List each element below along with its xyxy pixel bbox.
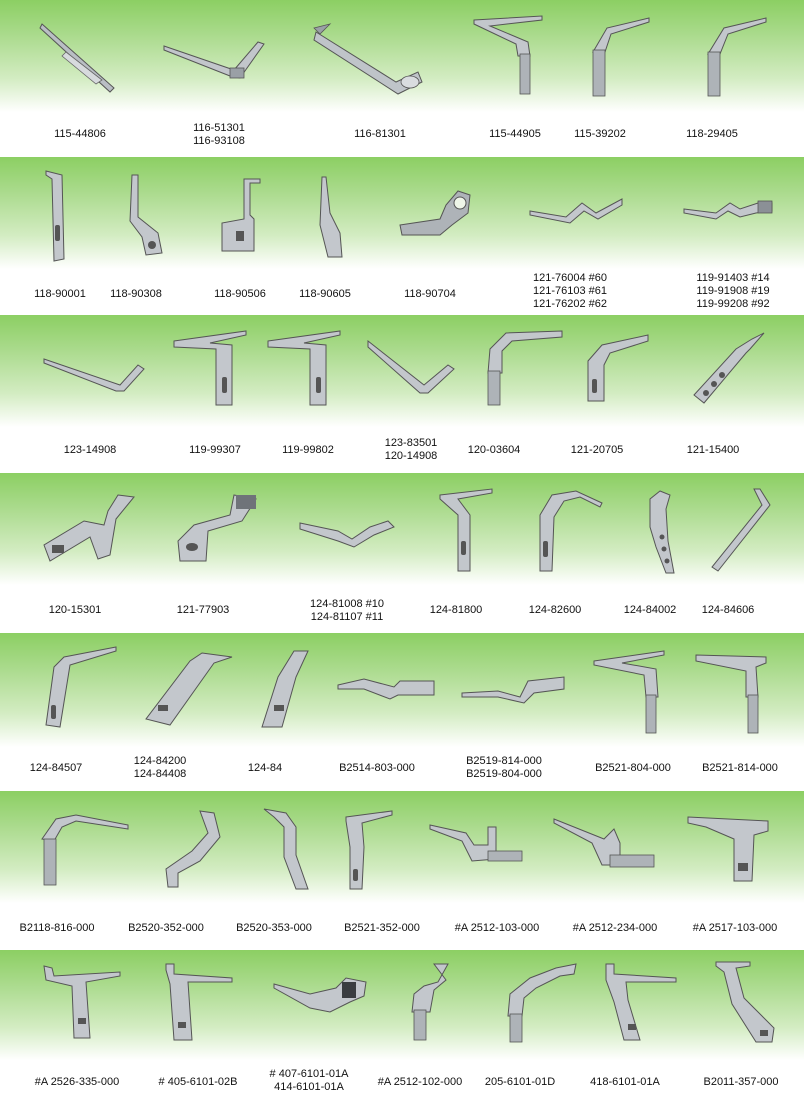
catalog-band-4 [0, 473, 804, 633]
looper-plate-angled-icon [172, 491, 268, 567]
part-code-B2520-352-000: B2520-352-000 [128, 922, 204, 934]
catalog-band-5 [0, 633, 804, 791]
looper-wide-blade-icon [142, 649, 238, 729]
part-code-A-2526-335-000: #A 2526-335-000 [34, 1076, 120, 1088]
looper-s-curve-long-icon [256, 805, 316, 893]
catalog-band-1 [0, 0, 804, 157]
looper-hook-shank-icon [500, 960, 580, 1046]
catalog-band-6 [0, 791, 804, 950]
part-code-116-51301: 116-51301 116-93108 [193, 122, 245, 147]
part-code-119-99307: 119-99307 [189, 444, 241, 456]
looper-hook-block-icon [270, 972, 374, 1022]
part-code-121-77903: 121-77903 [176, 604, 230, 616]
looper-shank-curved-icon [700, 14, 770, 100]
part-code-124-82600: 124-82600 [528, 604, 582, 616]
looper-bent-slotted-icon [170, 327, 250, 409]
looper-fork-long-icon [310, 20, 430, 100]
looper-bent-slotted-icon [436, 485, 496, 575]
part-code-A-2517-103-000: #A 2517-103-000 [692, 922, 778, 934]
catalog-band-3 [0, 315, 804, 473]
part-code-B2521-352-000: B2521-352-000 [344, 922, 420, 934]
part-code-B2521-814-000: B2521-814-000 [702, 762, 778, 774]
looper-zigzag-block-icon [680, 195, 776, 229]
looper-horizontal-shank-icon [458, 667, 568, 707]
part-code-118-90605: 118-90605 [299, 288, 351, 300]
looper-shank-angled-icon [692, 647, 772, 737]
part-code-124-84606: 124-84606 [701, 604, 755, 616]
looper-block-pin-icon [550, 813, 660, 883]
part-code-124-84200: 124-84200 124-84408 [133, 755, 187, 780]
looper-short-slotted-icon [256, 647, 312, 731]
part-code-118-90704: 118-90704 [404, 288, 456, 300]
looper-bent-flat-icon [160, 34, 270, 84]
part-code-418-6101-01A: 418-6101-01A [590, 1076, 660, 1088]
looper-bracket-icon [214, 175, 264, 255]
part-code-115-44905: 115-44905 [489, 128, 541, 140]
part-code-118-90001: 118-90001 [34, 288, 86, 300]
part-code-B2519-814-000: B2519-814-000 B2519-804-000 [466, 755, 542, 780]
catalog-band-2 [0, 157, 804, 315]
looper-diagonal-slotted-icon [710, 958, 780, 1046]
part-code-A-2512-234-000: #A 2512-234-000 [572, 922, 658, 934]
part-code-118-90308: 118-90308 [110, 288, 162, 300]
part-code-B2118-816-000: B2118-816-000 [19, 922, 95, 934]
part-code-121-76004: 121-76004 #60 121-76103 #61 121-76202 #62 [532, 272, 608, 310]
looper-blade-diagonal-icon [40, 345, 150, 395]
part-code-115-39202: 115-39202 [574, 128, 626, 140]
looper-s-curve-icon [160, 807, 230, 891]
looper-block-pin-icon [426, 815, 526, 875]
looper-bent-slotted-icon [338, 807, 398, 893]
looper-vertical-slot-icon [40, 165, 80, 265]
part-code-124-84002: 124-84002 [623, 604, 677, 616]
part-code-118-29405: 118-29405 [686, 128, 738, 140]
part-code-B2514-803-000: B2514-803-000 [339, 762, 415, 774]
part-code-124-81800: 124-81800 [429, 604, 483, 616]
looper-long-slotted-icon [40, 643, 120, 731]
looper-cranked-hole-icon [122, 171, 172, 261]
part-code-405-6101-02B: # 405-6101-02B [158, 1076, 238, 1088]
part-code-123-14908: 123-14908 [63, 444, 117, 456]
looper-plate-slotted-icon [684, 809, 774, 885]
part-code-205-6101-01D: 205-6101-01D [484, 1076, 556, 1088]
looper-blade-holes-icon [690, 329, 770, 409]
looper-plate-bent-icon [40, 491, 140, 567]
looper-blade-vertical-icon [312, 173, 352, 263]
looper-shank-curved-icon [583, 14, 653, 100]
looper-shank-curved-icon [404, 960, 454, 1044]
part-code-124-84507: 124-84507 [29, 762, 83, 774]
part-code-116-81301: 116-81301 [354, 128, 406, 140]
part-code-123-83501: 123-83501 120-14908 [384, 437, 438, 462]
looper-bent-slotted-icon [600, 960, 680, 1044]
looper-shank-angled-icon [470, 12, 550, 100]
looper-curved-slotted-icon [530, 485, 606, 575]
looper-hook-plate-icon [580, 331, 652, 407]
looper-zigzag-icon [526, 195, 626, 235]
part-code-124-84: 124-84 [247, 762, 283, 774]
looper-curved-holes-icon [640, 487, 680, 579]
part-code-121-20705: 121-20705 [570, 444, 624, 456]
part-code-119-99802: 119-99802 [282, 444, 334, 456]
part-code-119-91403: 119-91403 #14 119-91908 #19 119-99208 #92 [696, 272, 770, 310]
part-code-115-44806: 115-44806 [54, 128, 106, 140]
looper-hook-shank-icon [476, 325, 566, 409]
looper-bent-slotted-icon [40, 962, 124, 1042]
looper-block-ring-icon [396, 185, 476, 245]
looper-shank-curved-icon [36, 809, 132, 889]
part-code-121-15400: 121-15400 [686, 444, 740, 456]
looper-v-bend-icon [364, 337, 460, 397]
part-code-120-03604: 120-03604 [467, 444, 521, 456]
part-code-B2521-804-000: B2521-804-000 [595, 762, 671, 774]
part-code-B2520-353-000: B2520-353-000 [236, 922, 312, 934]
catalog-band-7 [0, 950, 804, 1100]
looper-blade-diagonal-icon [36, 18, 126, 98]
part-code-118-90506: 118-90506 [214, 288, 266, 300]
looper-bent-slotted-icon [158, 960, 238, 1044]
part-code-B2011-357-000: B2011-357-000 [703, 1076, 779, 1088]
looper-bent-slotted-icon [264, 327, 344, 409]
part-code-124-81008: 124-81008 #10 124-81107 #11 [309, 598, 385, 623]
part-code-407-6101-01A: # 407-6101-01A 414-6101-01A [269, 1068, 349, 1093]
looper-shank-angled-icon [590, 647, 670, 737]
part-code-120-15301: 120-15301 [48, 604, 102, 616]
looper-zigzag-icon [296, 511, 400, 551]
part-code-A-2512-103-000: #A 2512-103-000 [454, 922, 540, 934]
part-code-A-2512-102-000: #A 2512-102-000 [377, 1076, 463, 1088]
looper-horizontal-shank-icon [334, 669, 438, 705]
looper-long-diagonal-icon [704, 485, 776, 575]
